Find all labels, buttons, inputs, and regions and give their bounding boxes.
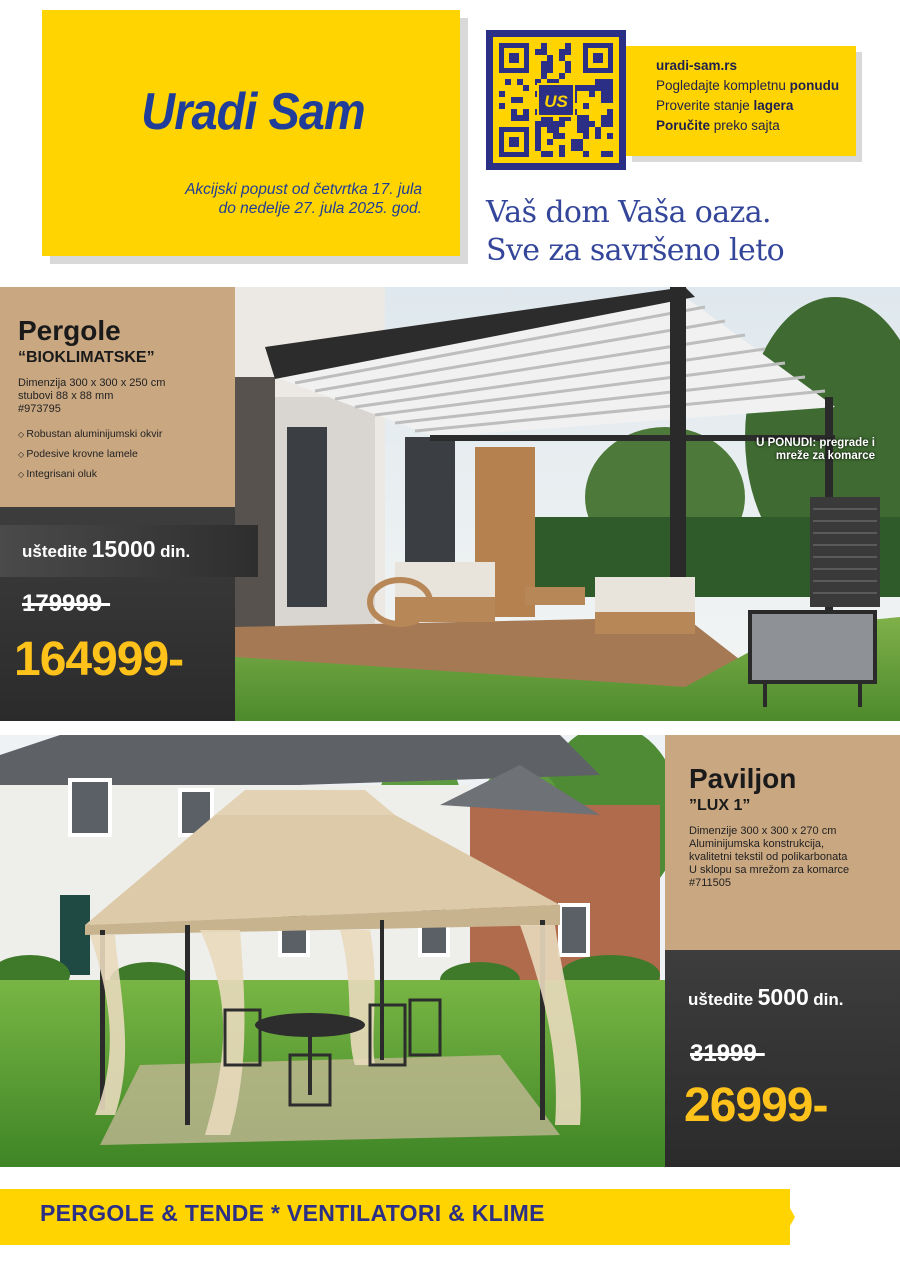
qr-module <box>583 103 589 109</box>
qr-module <box>589 91 595 97</box>
pergola-offer-note: U PONUDI: pregrade i mreže za komarce <box>756 437 875 462</box>
gazebo-title: Paviljon <box>689 763 797 794</box>
qr-finder-top-right <box>583 43 613 73</box>
brand-logo: Uradi Sam <box>141 83 365 141</box>
chevron-right-icon <box>765 1189 795 1245</box>
qr-module <box>559 151 565 157</box>
info-line-order-text: preko sajta <box>710 118 780 133</box>
pergola-illustration <box>235 287 900 721</box>
qr-code-pattern <box>493 37 619 163</box>
gazebo-photo <box>0 735 665 1167</box>
qr-logo-badge: US <box>537 83 575 117</box>
info-line-stock-bold: lagera <box>753 98 794 113</box>
pergola-spec-posts: stubovi 88 x 88 mm <box>18 390 114 402</box>
gazebo-old-price: 31999- <box>690 1040 765 1067</box>
gazebo-spec-net: U sklopu sa mrežom za komarce <box>689 864 850 876</box>
info-line-stock <box>656 96 842 116</box>
qr-module <box>547 151 553 157</box>
slogan <box>486 194 886 270</box>
pergola-savings-currency: din. <box>160 542 191 561</box>
qr-module <box>547 139 553 145</box>
pergola-new-price: 164999- <box>14 633 184 686</box>
info-line-order-bold: Poručite <box>656 118 711 133</box>
qr-module <box>559 121 565 127</box>
qr-module <box>607 151 613 157</box>
promo-line-1: Akcijski popust od četvrtka 17. jula <box>185 181 422 198</box>
pergola-specs <box>18 377 235 416</box>
info-line-offer-text: Pogledajte kompletnu <box>656 78 790 93</box>
pergola-feature: ◇ Podesive krovne lamele <box>18 448 235 460</box>
qr-module <box>583 133 589 139</box>
qr-module <box>523 115 529 121</box>
pergola-savings <box>22 536 190 563</box>
pergola-savings-amount: 15000 <box>91 536 156 562</box>
pergola-old-price: 179999- <box>22 590 111 617</box>
gazebo-spec-dimension: Dimenzije 300 x 300 x 270 cm <box>689 825 837 837</box>
website-info-box <box>626 46 856 156</box>
info-line-offer-bold: ponudu <box>789 78 840 93</box>
qr-module <box>505 79 511 85</box>
qr-module <box>607 133 613 139</box>
qr-module <box>565 67 571 73</box>
qr-module <box>607 97 613 103</box>
footer-categories: PERGOLE & TENDE * VENTILATORI & KLIME <box>40 1200 545 1226</box>
qr-code[interactable] <box>486 30 626 170</box>
pergola-feature: ◇ Integrisani oluk <box>18 468 235 480</box>
qr-module <box>607 121 613 127</box>
website-link[interactable]: uradi-sam.rs <box>656 58 738 73</box>
gazebo-specs <box>689 825 900 890</box>
qr-module <box>595 133 601 139</box>
pergola-feature: ◇ Robustan aluminijumski okvir <box>18 428 235 440</box>
chevron-right-icon <box>738 1189 768 1245</box>
pergola-info-panel <box>0 287 235 507</box>
gazebo-savings <box>688 984 843 1011</box>
info-line-offer <box>656 76 842 96</box>
brand-panel <box>42 10 460 256</box>
gazebo-code: #711505 <box>689 877 732 889</box>
pergola-code: #973795 <box>18 403 61 415</box>
qr-module <box>565 49 571 55</box>
qr-module <box>499 91 505 97</box>
slogan-line-1: Vaš dom Vaša oaza. <box>486 195 771 230</box>
qr-module <box>547 67 553 73</box>
gazebo-savings-amount: 5000 <box>757 984 809 1010</box>
gazebo-spec-construction: Aluminijumska konstrukcija, <box>689 838 825 850</box>
pergola-title: Pergole <box>18 315 121 346</box>
qr-finder-top-left <box>499 43 529 73</box>
info-line-order <box>656 116 842 136</box>
gazebo-spec-fabric: kvalitetni tekstil od polikarbonata <box>689 851 848 863</box>
promo-dates <box>102 180 422 218</box>
pergola-spec-dimension: Dimenzija 300 x 300 x 250 cm <box>18 377 166 389</box>
qr-module <box>583 151 589 157</box>
qr-module <box>523 85 529 91</box>
gazebo-savings-label: uštedite <box>688 990 754 1009</box>
slogan-line-2: Sve za savršeno leto <box>486 233 785 268</box>
gazebo-info-panel <box>665 735 900 950</box>
info-line-stock-text: Proverite stanje <box>656 98 754 113</box>
pergola-features <box>18 428 235 480</box>
gazebo-savings-currency: din. <box>813 990 844 1009</box>
gazebo-new-price: 26999- <box>684 1079 828 1132</box>
promo-line-2: do nedelje 27. jula 2025. god. <box>218 200 422 217</box>
qr-module <box>517 97 523 103</box>
pergola-savings-label: uštedite <box>22 542 88 561</box>
qr-module <box>559 133 565 139</box>
gazebo-illustration <box>0 735 665 1167</box>
gazebo-subtitle: ”LUX 1” <box>689 797 751 814</box>
pergola-subtitle: “BIOKLIMATSKE” <box>18 349 155 366</box>
qr-module <box>559 73 565 79</box>
qr-module <box>499 103 505 109</box>
qr-finder-bottom-left <box>499 127 529 157</box>
pergola-photo <box>235 287 900 721</box>
